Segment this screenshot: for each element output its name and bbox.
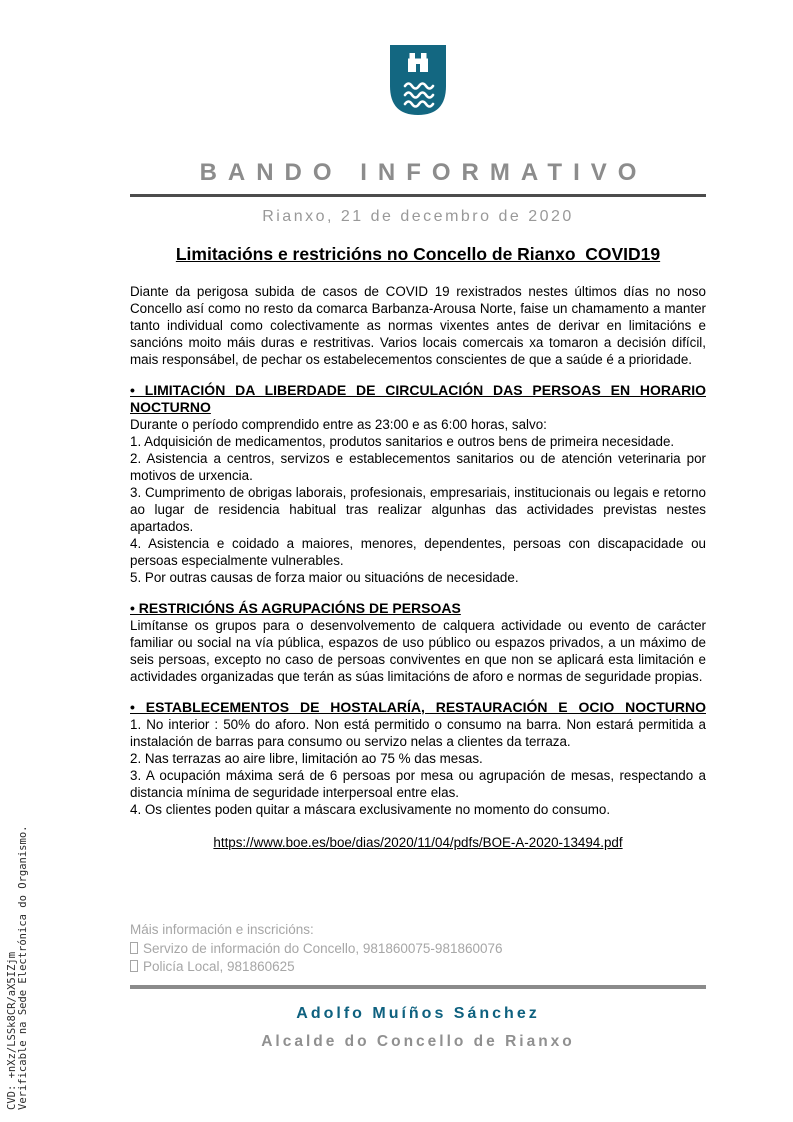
cvd-code-line: CVD: +nXz/LSSk8CR/aX5IZjm — [6, 951, 18, 1110]
logo-container — [130, 0, 706, 116]
section-circulation — [130, 382, 706, 586]
header-divider — [130, 194, 706, 197]
section-line: 2. Asistencia a centros, servizos e establecementos sanitarios ou de atención veterinaria por motivos de urxencia. — [130, 451, 706, 483]
footer-divider — [130, 985, 706, 989]
section-title-gatherings: • RESTRICIÓNS ÁS AGRUPACIÓNS DE PERSOAS — [130, 600, 461, 616]
intro-paragraph: Diante da perigosa subida de casos de COVID 19 rexistrados nestes últimos días no noso Concello así como no resto da comarca Barbanza-Arousa Norte, faise un chamamento a manter tanto individual como colectivamente as normas vixentes antes de derivar en limitacións e sancións moito máis duras e restritivas. Varios locais comercais xa tomaron a decisión difícil, mais responsábel, de pechar os estabelecementos conscientes de que a saúde é a prioridade. — [130, 284, 706, 367]
section-gatherings — [130, 600, 706, 685]
signature-name: Adolfo Muíños Sánchez — [296, 1004, 540, 1022]
date-line: Rianxo, 21 de decembro de 2020 — [262, 208, 574, 225]
section-line: 4. Asistencia e coidado a maiores, menores, dependentes, persoas con discapacidade ou persoas especialmente vulnerables. — [130, 536, 706, 568]
section-line: 2. Nas terrazas ao aire libre, limitación ao 75 % das mesas. — [130, 751, 483, 766]
section-hospitality — [130, 699, 706, 818]
section-line: 4. Os clientes poden quitar a máscara exclusivamente no momento do consumo. — [130, 802, 611, 817]
signature-role: Alcalde do Concello de Rianxo — [261, 1032, 575, 1050]
footer-info-text: Servizo de información do Concello, 981860075-981860076 — [143, 940, 503, 956]
missing-glyph-icon — [130, 960, 138, 972]
document-content — [130, 0, 706, 1051]
section-line: Limítanse os grupos para o desenvolvemento de calquera actividade ou evento de carácter familiar ou social na vía pública, espazos de uso público ou espazos privados, a un máximo de seis persoas, excepto no caso de persoas conviventes en que non se aplicará esta limitación e actividades organizadas que terán as súas limitacións de aforo e normas de seguridade propias. — [130, 618, 706, 684]
missing-glyph-icon — [130, 942, 138, 954]
section-line: 3. A ocupación máxima será de 6 persoas por mesa ou agrupación de mesas, respectando a distancia mínima de seguridade interpersoal entre elas. — [130, 768, 706, 800]
footer-info-text: Policía Local, 981860625 — [143, 959, 295, 974]
section-line: 3. Cumprimento de obrigas laborais, profesionais, empresariais, institucionais ou legais e retorno ao lugar de residencia habitual tras realizar algunhas das actividades previstas nestes apartados. — [130, 485, 706, 534]
section-line: 1. No interior : 50% do aforo. Non está permitido o consumo na barra. Non estará permitida a instalación de barras para consumo ou servizo nelas a clientes da terraza. — [130, 717, 706, 749]
cvd-verification-vertical-text — [7, 826, 29, 1110]
rianxo-shield-logo-icon — [389, 45, 447, 116]
boe-pdf-link[interactable]: https://www.boe.es/boe/dias/2020/11/04/pdfs/BOE-A-2020-13494.pdf — [213, 835, 623, 850]
cvd-verifiable-line: Verificable na Sede Electrónica do Organismo. — [17, 825, 29, 1110]
document-title: BANDO INFORMATIVO — [199, 159, 648, 186]
footer-info-block — [130, 921, 706, 977]
footer-info-line — [130, 940, 706, 959]
main-heading: Limitacións e restricións no Concello de Rianxo COVID19 — [175, 244, 661, 264]
footer-info-line — [130, 958, 706, 977]
section-line: 5. Por outras causas de forza maior ou situacións de necesidade. — [130, 570, 519, 585]
section-title-hospitality: • ESTABLECEMENTOS DE HOSTALARÍA, RESTAURACIÓN E OCIO NOCTURNO — [130, 699, 706, 715]
boe-link-row — [130, 834, 706, 851]
footer-info-title: Máis información e inscricións: — [130, 922, 314, 937]
section-line: 1. Adquisición de medicamentos, produtos sanitarios e outros bens de primeira necesidade. — [130, 434, 675, 449]
section-title-circulation: • LIMITACIÓN DA LIBERDADE DE CIRCULACIÓN DAS PERSOAS EN HORARIO NOCTURNO — [130, 382, 706, 415]
section-line: Durante o período comprendido entre as 23:00 e as 6:00 horas, salvo: — [130, 417, 547, 432]
